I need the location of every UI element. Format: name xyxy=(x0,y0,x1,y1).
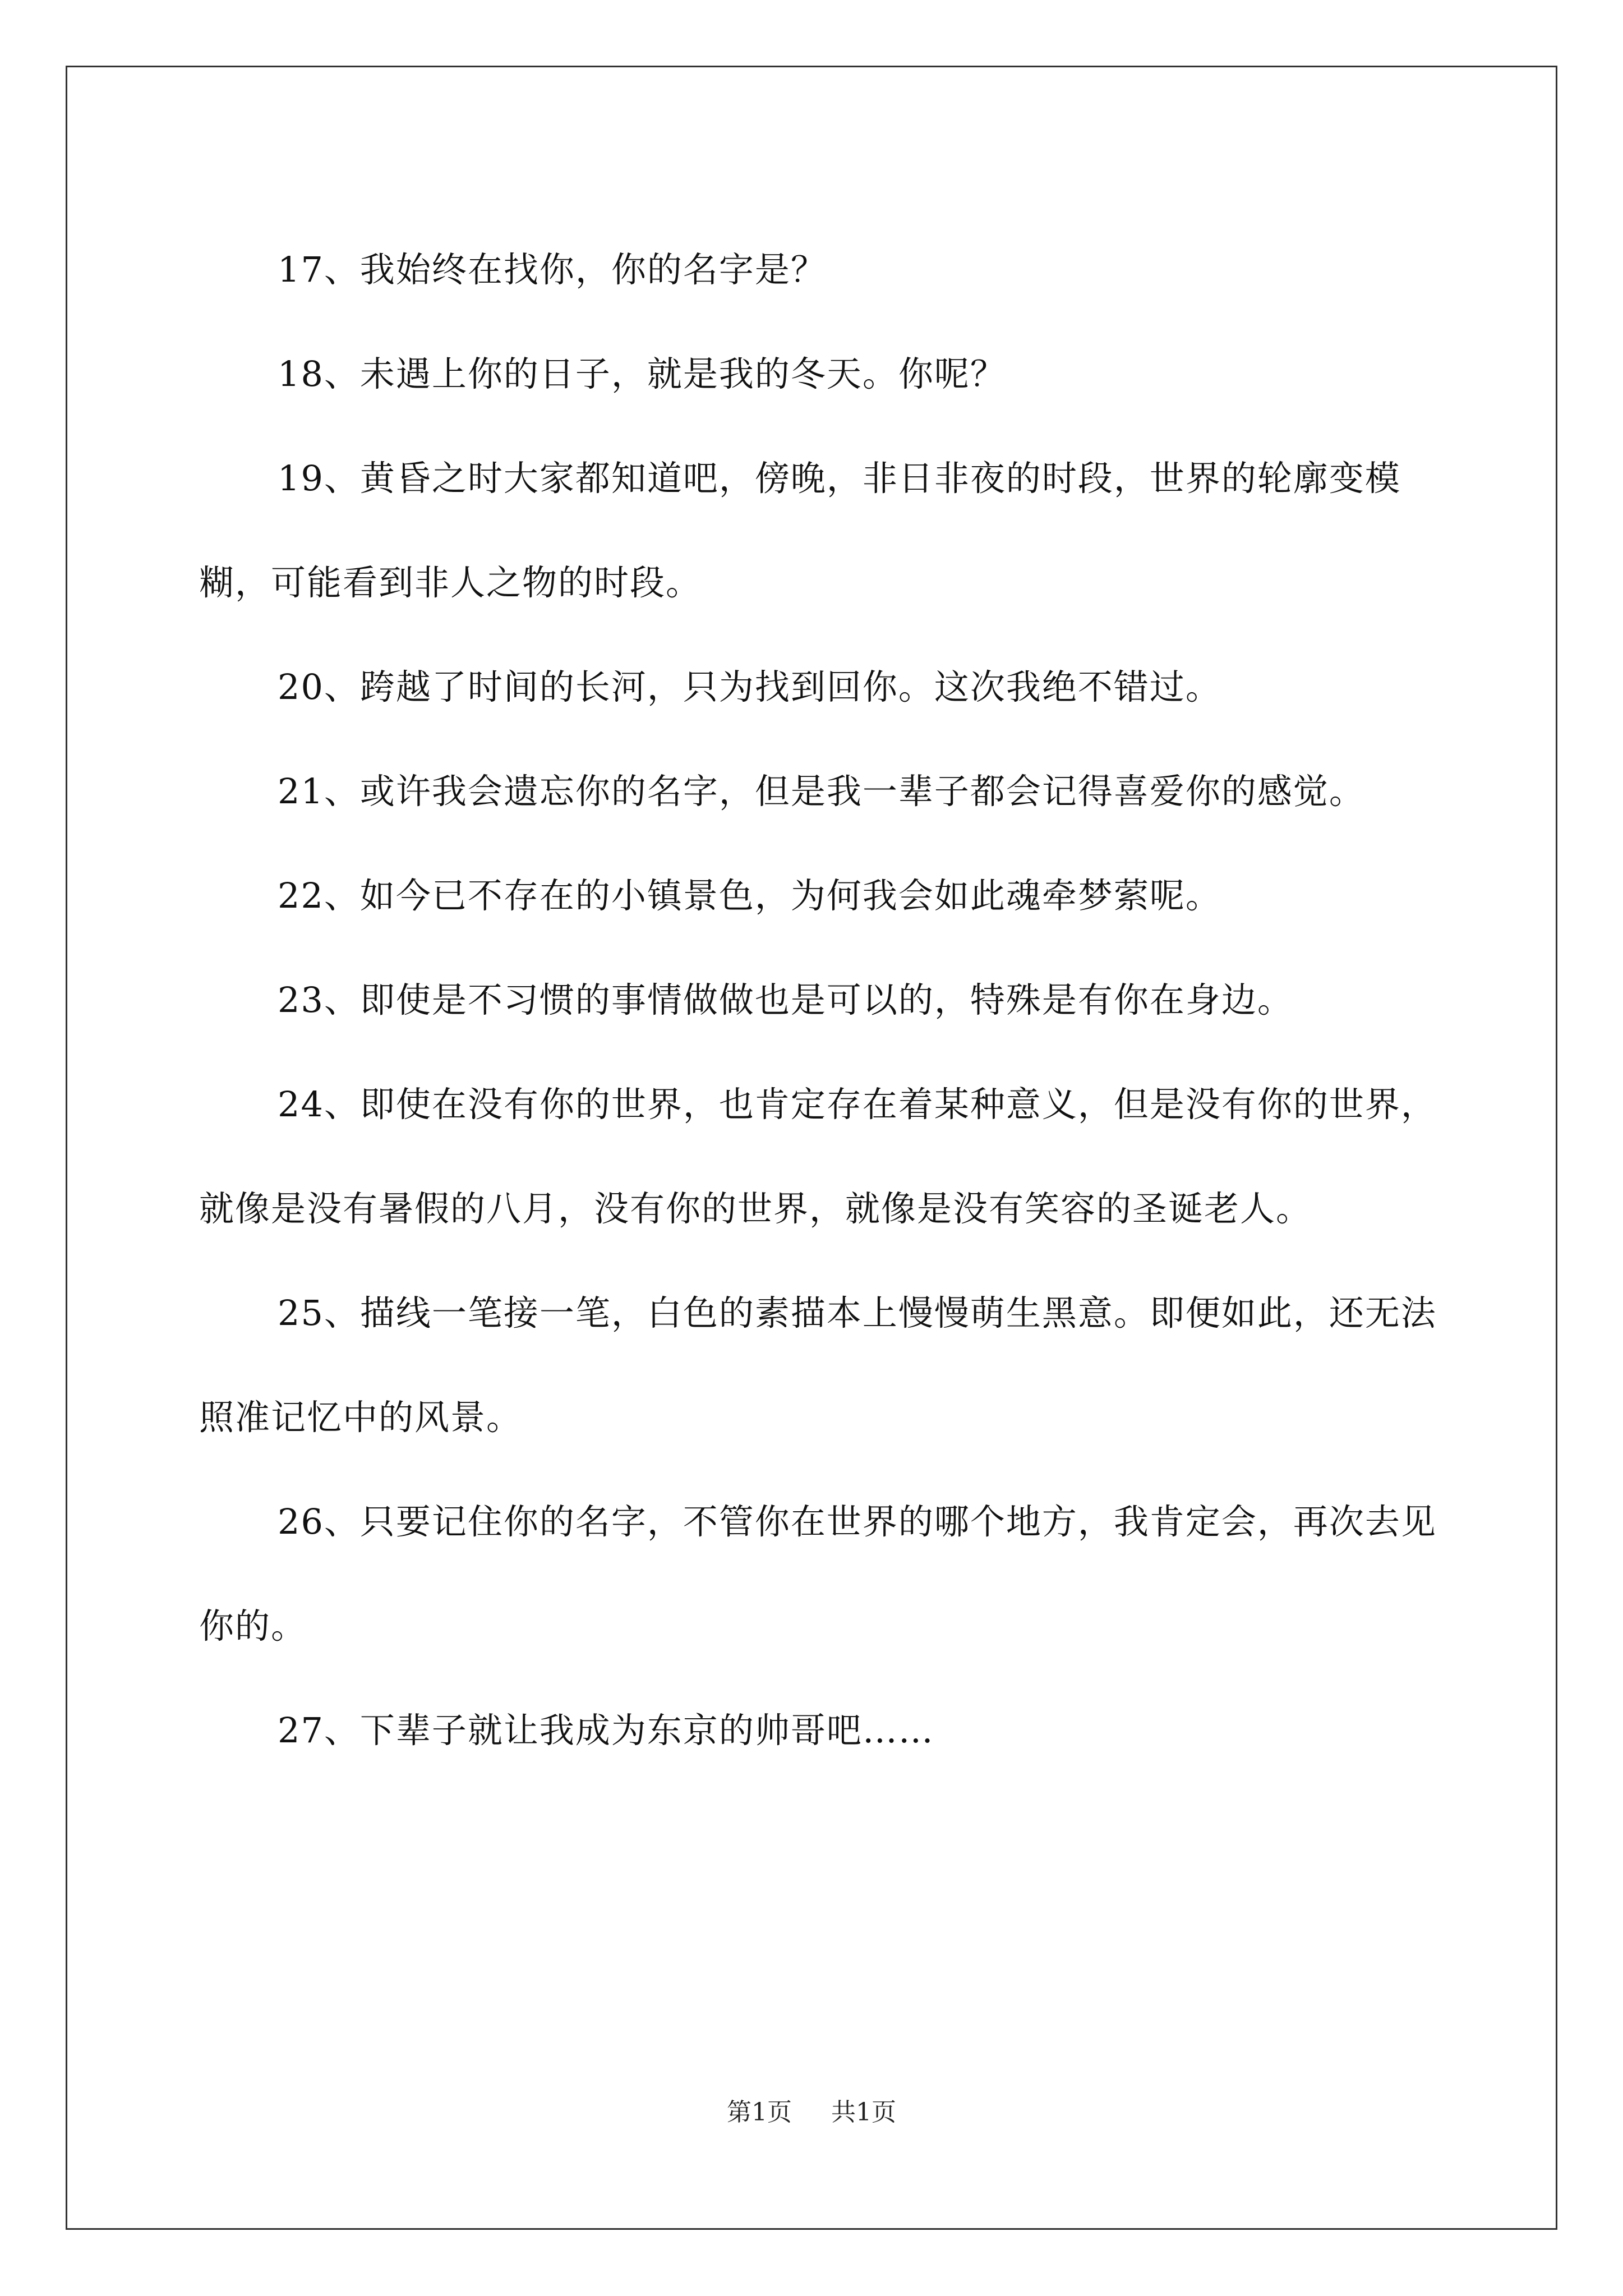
paragraph-25: 25、描线一笔接一笔，白色的素描本上慢慢萌生黑意。即便如此，还无法照准记忆中的风景。 xyxy=(199,1292,1437,1438)
paragraph-26: 26、只要记住你的名字，不管你在世界的哪个地方，我肯定会，再次去见你的。 xyxy=(199,1501,1437,1646)
page-number-current: 第1页 xyxy=(727,2098,792,2127)
document-body xyxy=(199,218,1447,1783)
paragraph-23: 23、即使是不习惯的事情做做也是可以的，特殊是有你在身边。 xyxy=(278,979,1293,1020)
paragraph-24: 24、即使在没有你的世界，也肯定存在着某种意义，但是没有你的世界，就像是没有暑假的八月，没有你的世界，就像是没有笑容的圣诞老人。 xyxy=(199,1084,1437,1229)
paragraph-22: 22、如今已不存在的小镇景色，为何我会如此魂牵梦萦呢。 xyxy=(278,875,1221,916)
paragraph-18: 18、未遇上你的日子，就是我的冬天。你呢？ xyxy=(278,353,1006,394)
paragraph-27: 27、下辈子就让我成为东京的帅哥吧…… xyxy=(278,1710,934,1751)
paragraph-19: 19、黄昏之时大家都知道吧，傍晚，非日非夜的时段，世界的轮廓变模糊，可能看到非人之物的时段。 xyxy=(199,458,1401,603)
paragraph-17: 17、我始终在找你，你的名字是？ xyxy=(278,249,827,290)
page-number-total: 共1页 xyxy=(831,2098,896,2127)
page-footer xyxy=(0,2096,1623,2129)
paragraph-20: 20、跨越了时间的长河，只为找到回你。这次我绝不错过。 xyxy=(278,666,1221,707)
paragraph-21: 21、或许我会遗忘你的名字，但是我一辈子都会记得喜爱你的感觉。 xyxy=(278,771,1365,812)
